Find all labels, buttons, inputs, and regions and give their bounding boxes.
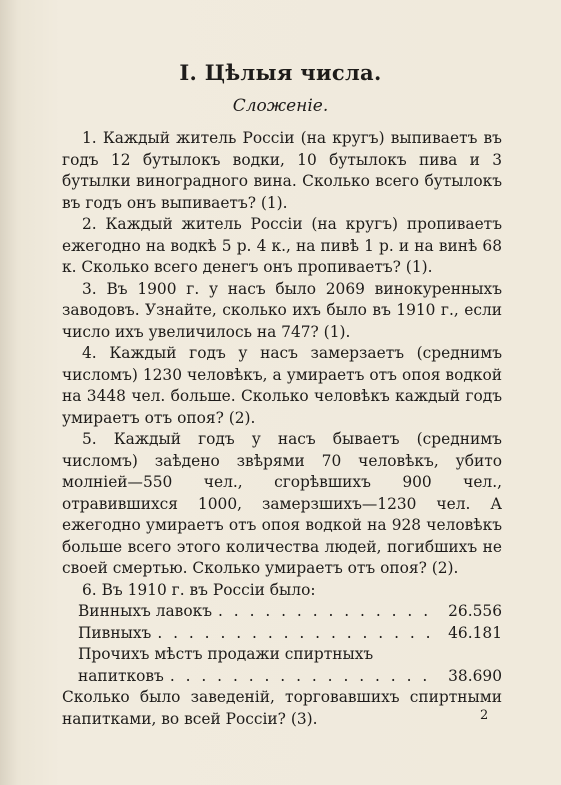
stat-value: 38.690 — [448, 666, 502, 685]
stat-label: напитковъ — [78, 666, 164, 685]
stat-row-other-places — [78, 666, 502, 688]
section-title: Сложенiе. — [232, 96, 329, 116]
page-body — [62, 128, 502, 730]
problem-6-question: Сколько было заведенiй, торговавшихъ спиртными напитками, во всей Россiи? (3). — [62, 688, 502, 728]
chapter-title: I. Цѣлыя числа. — [179, 60, 382, 85]
leader-dots — [218, 601, 438, 623]
problem-number: 3. — [82, 279, 97, 298]
page-number: 2 — [480, 708, 489, 723]
stat-label: Пивныхъ — [78, 623, 152, 642]
problem-text: Каждый годъ у насъ бываетъ (среднимъ числомъ) заѣдено звѣрями 70 человѣкъ, убито молнiей—550 чел., сгорѣвшихъ 900 чел., отравившихся 1000, замерзшихъ—1230 чел. А ежегодно умираетъ отъ опоя водкой на 928 человѣкъ больше всего этого количества людей, погибшихъ не своей смертью. Сколько умираетъ отъ опоя? (2). — [62, 430, 502, 577]
problem-number: 2. — [82, 215, 97, 233]
problem-6-intro — [62, 580, 502, 602]
problem-5 — [62, 429, 502, 580]
problem-text: Каждый житель Россiи (на кругъ) пропиваетъ ежегодно на водкѣ 5 р. 4 к., на пивѣ 1 р. и на винѣ 68 к. Сколько всего денегъ онъ пропиваетъ? (1). — [62, 215, 502, 276]
problem-number: 6. — [82, 580, 97, 599]
problem-3 — [62, 279, 502, 344]
stat-value: 26.556 — [448, 602, 502, 620]
stat-label: Винныхъ лавокъ — [78, 602, 212, 620]
leader-dots — [157, 623, 438, 645]
stat-row-wine-shops — [78, 601, 502, 623]
problem-number: 4. — [82, 344, 97, 362]
problem-text: Въ 1910 г. въ Россiи было: — [101, 580, 316, 599]
problem-number: 1. — [82, 129, 97, 147]
problem-4 — [62, 343, 502, 429]
stat-row-beer-shops — [78, 623, 502, 645]
problem-text: Въ 1900 г. у насъ было 2069 винокуренныхъ заводовъ. Узнайте, сколько ихъ было въ 1910 г., если число ихъ увеличилось на 747? (1). — [62, 279, 502, 341]
problem-text: Каждый годъ у насъ замерзаетъ (среднимъ числомъ) 1230 человѣкъ, а умираетъ отъ опоя водкой на 3448 чел. больше. Сколько человѣкъ каждый годъ умираетъ отъ опоя? (2). — [62, 344, 502, 427]
stat-label-other-line1: Прочихъ мѣстъ продажи спиртныхъ — [78, 645, 374, 663]
stat-value: 46.181 — [448, 623, 502, 642]
problem-1 — [62, 128, 502, 214]
problem-2 — [62, 214, 502, 279]
problem-number: 5. — [82, 430, 97, 448]
leader-dots — [170, 666, 438, 688]
problem-text: Каждый житель Россiи (на кругъ) выпиваетъ въ годъ 12 бутылокъ водки, 10 бутылокъ пива и 3 бутылки виноградного вина. Сколько всего бутылокъ въ годъ онъ выпиваетъ? (1). — [62, 129, 502, 212]
